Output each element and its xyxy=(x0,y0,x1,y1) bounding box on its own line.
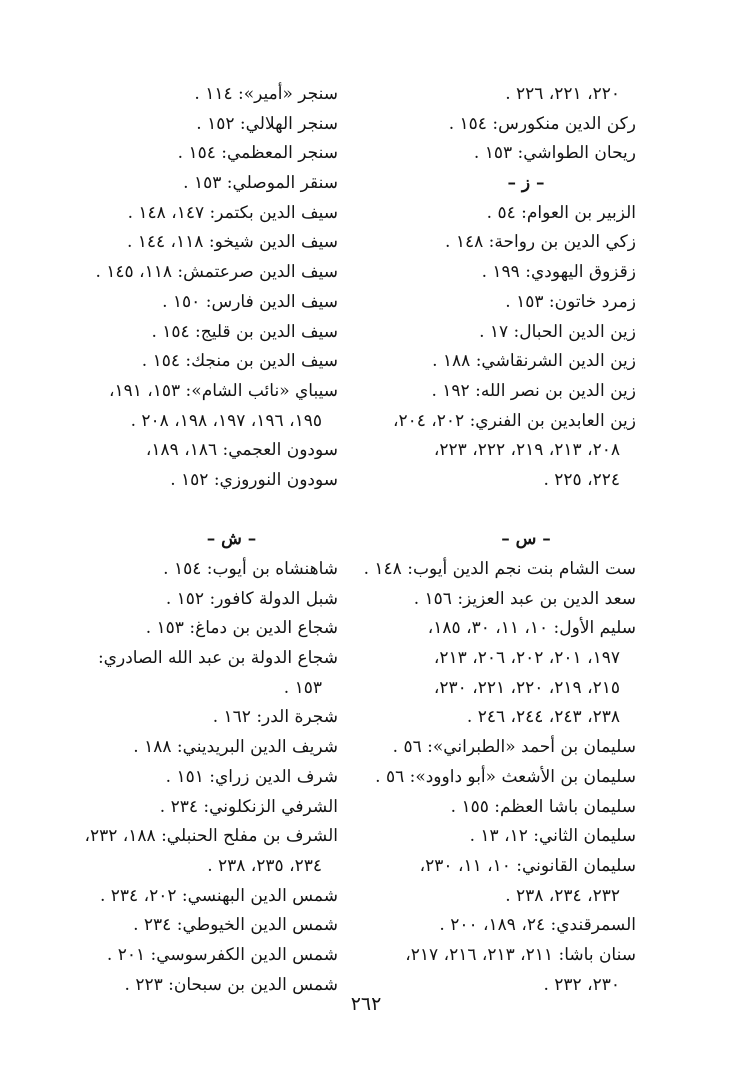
index-entry-continuation: ٢٣٠، ٢٣٢ . xyxy=(543,974,620,995)
index-entry: شمس الدين الخيوطي: ٢٣٤ . xyxy=(133,915,338,936)
index-entry-continuation: ١٩٧، ٢٠١، ٢٠٢، ٢٠٦، ٢١٣، xyxy=(433,648,620,669)
index-entry: زين الدين الشرنقاشي: ١٨٨ . xyxy=(432,351,636,372)
index-entry: ركن الدين منكورس: ١٥٤ . xyxy=(448,113,636,134)
index-entry: سليمان بن أحمد «الطبراني»: ٥٦ . xyxy=(392,737,636,758)
index-entry: شاهنشاه بن أيوب: ١٥٤ . xyxy=(163,559,338,579)
index-entry: ريحان الطواشي: ١٥٣ . xyxy=(473,143,636,164)
index-entry: ست الشام بنت نجم الدين أيوب: ١٤٨ . xyxy=(363,559,636,579)
index-entry-continuation: ٢١٥، ٢١٩، ٢٢٠، ٢٢١، ٢٣٠، xyxy=(433,677,620,698)
index-entry: سنان باشا: ٢١١، ٢١٣، ٢١٦، ٢١٧، xyxy=(405,944,636,965)
index-entry-continuation: ٢٣٢، ٢٣٤، ٢٣٨ . xyxy=(505,885,620,906)
page-number: ٢٦٢ xyxy=(350,993,382,1015)
section-spacer xyxy=(356,496,636,526)
index-entry: زقزوق اليهودي: ١٩٩ . xyxy=(481,262,636,283)
index-entry: الشرفي الزنكلوني: ٢٣٤ . xyxy=(159,796,338,817)
index-entry: زمرد خاتون: ١٥٣ . xyxy=(505,291,636,312)
index-entry: السمرقندي: ٢٤، ١٨٩، ٢٠٠ . xyxy=(439,915,636,936)
index-entry: سعد الدين بن عبد العزيز: ١٥٦ . xyxy=(413,588,636,609)
index-entry: شجاع الدولة بن عبد الله الصادري: xyxy=(97,648,338,669)
index-column-left xyxy=(75,80,338,1000)
index-entry: شرف الدين زراي: ١٥١ . xyxy=(165,766,338,787)
index-entry: سيباي «نائب الشام»: ١٥٣، ١٩١، xyxy=(108,380,338,401)
index-entry: سيف الدين بن منجك: ١٥٤ . xyxy=(141,351,338,372)
index-entry-continuation: ٢٢٠، ٢٢١، ٢٢٦ . xyxy=(505,84,620,104)
index-entry-continuation: ٢٠٨، ٢١٣، ٢١٩، ٢٢٢، ٢٢٣، xyxy=(433,440,620,461)
index-entry: سنجر الهلالي: ١٥٢ . xyxy=(196,113,338,134)
index-entry-continuation: ١٩٥، ١٩٦، ١٩٧، ١٩٨، ٢٠٨ . xyxy=(130,410,322,431)
index-entry: سيف الدين صرعتمش: ١١٨، ١٤٥ . xyxy=(95,262,338,283)
index-entry: زين الدين الحبال: ١٧ . xyxy=(479,321,636,342)
index-entry: شجرة الدر: ١٦٢ . xyxy=(212,707,338,728)
index-entry: زكي الدين بن رواحة: ١٤٨ . xyxy=(445,232,636,253)
index-entry: شبل الدولة كافور: ١٥٢ . xyxy=(165,588,338,609)
section-letter-heading: – ش – xyxy=(206,529,257,550)
index-entry: زين الدين بن نصر الله: ١٩٢ . xyxy=(431,380,636,401)
index-entry: سنجر «أمير»: ١١٤ . xyxy=(194,84,338,104)
index-entry: سليمان باشا العظم: ١٥٥ . xyxy=(450,796,636,817)
index-entry: سليم الأول: ١٠، ١١، ٣٠، ١٨٥، xyxy=(427,618,636,639)
index-entry: شمس الدين الكفرسوسي: ٢٠١ . xyxy=(106,944,338,965)
index-entry: شمس الدين بن سبحان: ٢٢٣ . xyxy=(124,974,338,995)
index-entry-continuation: ١٥٣ . xyxy=(283,677,322,698)
section-spacer xyxy=(75,496,338,526)
index-entry: سنجر المعظمي: ١٥٤ . xyxy=(177,143,338,164)
index-entry: شريف الدين البريديني: ١٨٨ . xyxy=(133,737,338,758)
index-entry: سليمان بن الأشعث «أبو داوود»: ٥٦ . xyxy=(375,766,636,787)
index-entry: سيف الدين بن قليج: ١٥٤ . xyxy=(151,321,338,342)
index-entry: سليمان الثاني: ١٢، ١٣ . xyxy=(469,826,636,847)
index-entry: سيف الدين بكتمر: ١٤٧، ١٤٨ . xyxy=(127,202,338,223)
index-entry-continuation: ٢٣٤، ٢٣٥، ٢٣٨ . xyxy=(207,855,322,876)
index-entry-continuation: ٢٣٨، ٢٤٣، ٢٤٤، ٢٤٦ . xyxy=(466,707,620,728)
index-entry: شمس الدين البهنسي: ٢٠٢، ٢٣٤ . xyxy=(99,885,338,906)
index-column-right xyxy=(356,80,636,1000)
index-entry: سيف الدين فارس: ١٥٠ . xyxy=(162,291,338,312)
index-entry: سودون النوروزي: ١٥٢ . xyxy=(170,469,338,490)
section-letter-heading: – س – xyxy=(501,529,551,550)
index-entry: الزبير بن العوام: ٥٤ . xyxy=(486,202,636,223)
index-entry-continuation: ٢٢٤، ٢٢٥ . xyxy=(543,469,620,490)
index-entry: زين العابدين بن الفنري: ٢٠٢، ٢٠٤، xyxy=(392,410,636,431)
index-entry: الشرف بن مفلح الحنبلي: ١٨٨، ٢٣٢، xyxy=(84,826,338,847)
index-entry: سيف الدين شيخو: ١١٨، ١٤٤ . xyxy=(126,232,338,253)
index-entry: سليمان القانوني: ١٠، ١١، ٢٣٠، xyxy=(419,855,636,876)
index-entry: شجاع الدين بن دماغ: ١٥٣ . xyxy=(145,618,338,639)
index-entry: سنقر الموصلي: ١٥٣ . xyxy=(183,173,338,194)
section-letter-heading: – ز – xyxy=(507,173,545,194)
index-entry: سودون العجمي: ١٨٦، ١٨٩، xyxy=(145,440,338,461)
